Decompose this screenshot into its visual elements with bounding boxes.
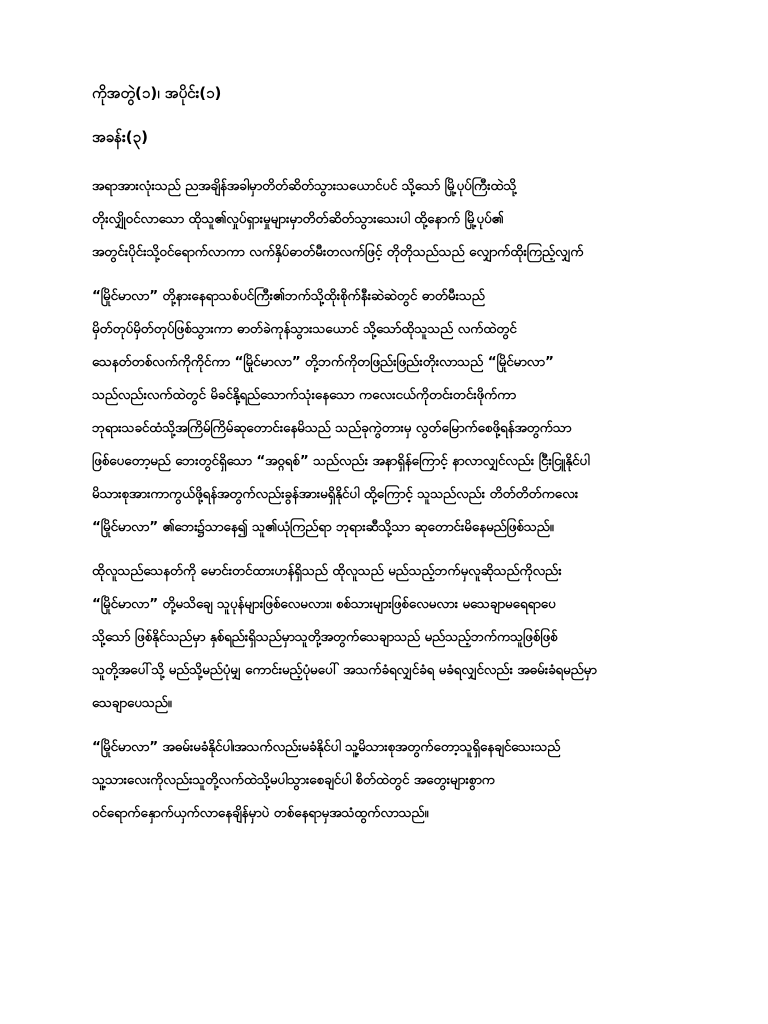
text-line: သေနတ်တစ်လက်ကိုကိုင်ကာ “မြိုင်မာလာ” တို့ဘက်ကိုတဖြည်းဖြည်းတိုးလာသည် “မြိုင်မာလာ” <box>92 354 554 370</box>
text-line: တိုးလျှိုဝင်လာသော ထိုသူ၏လှုပ်ရှားမှုများမှာတိတ်ဆိတ်သွားသေးပါ ထို့နောက် မြို့ပုပ်၏ <box>92 211 504 227</box>
text-line: အရာအားလုံးသည် ညအချိန်အခါမှာတိတ်ဆိတ်သွားသယောင်ပင် သို့သော် မြို့ပုပ်ကြီးထဲသို့ <box>92 178 517 194</box>
text-line: ဘုရားသခင်ထံသို့အကြိမ်ကြိမ်ဆုတောင်းနေမိသည် သည်ခုကွဲတားမှ လွတ်မြောက်စေဖို့ရန်အတွက်သာ <box>92 420 572 436</box>
text-line: သည်လည်းလက်ထဲတွင် မိခင်နို့ရည်သောက်သုံးနေသော ကလေးငယ်ကိုတင်းတင်းဖိုက်ကာ <box>92 387 516 403</box>
text-line: “မြိုင်မာလာ” တို့မသိချေ သူပုန်များဖြစ်လေမလား၊ စစ်သားများဖြစ်လေမလား မသေချာမရေရာပေ <box>92 596 556 612</box>
text-line: သူ့သားလေးကိုလည်းသူတို့လက်ထဲသို့မပါသွားစေချင်ပါ စိတ်ထဲတွင် အတွေးများစွာက <box>92 772 495 788</box>
paragraph-2 <box>92 280 682 544</box>
text-line: “မြိုင်မာလာ” အဓမ်းမခံနိုင်ပါ၊အသက်လည်းမခံနိုင်ပါ သူ့မိသားစုအတွက်တော့သူရှိနေချင်သေးသည် <box>92 739 561 755</box>
paragraph-1 <box>92 170 682 269</box>
text-line: “မြိုင်မာလာ” တို့နားနေရာသစ်ပင်ကြီး၏ဘက်သို့ထိုးစိုက်နီးဆဲဆဲတွင် ဓာတ်မီးသည် <box>92 288 485 304</box>
text-line: ဖြစ်ပေတော့မည် ဘေးတွင်ရှိသော “အဝ္ဂရစ်” သည်လည်း အနာရှိန်ကြောင့် နာလာလျှင်လည်း ငြီးငြူနိုင်ပါ <box>92 453 590 469</box>
text-line: မိသားစုအားကာကွယ်ဖို့ရန်အတွက်လည်းခွန်အားမရှိနိုင်ပါ ထို့ကြောင့် သူသည်လည်း တိတ်တိတ်ကလေး <box>92 486 579 502</box>
text-line: ထိုလူသည်သေနတ်ကို မောင်းတင်ထားဟန်ရှိသည် ထိုလူသည် မည်သည့်ဘက်မှလူဆိုသည်ကိုလည်း <box>92 563 562 579</box>
text-line: ဝင်ရောက်နှောက်ယှက်လာနေချိန်မှာပဲ တစ်နေရာမှအသံထွက်လာသည်။ <box>92 805 429 821</box>
paragraph-4 <box>92 731 682 830</box>
episode-heading: အခန်း(၃) <box>92 128 148 146</box>
text-line: အတွင်းပိုင်းသို့ဝင်ရောက်လာကာ လက်နှိပ်ဓာတ်မီးတလက်ဖြင့် တိုတိုသည်သည် လျှောက်ထိုးကြည့်လျှက် <box>92 244 584 260</box>
text-line: မှိတ်တုပ်မှိတ်တုပ်ဖြစ်သွားကာ ဓာတ်ခဲကုန်သွားသယောင် သို့သော်ထိုသူသည် လက်ထဲတွင် <box>92 321 517 337</box>
text-line: သေချာပေသည်။ <box>92 695 172 711</box>
text-line: သို့သော် ဖြစ်နိုင်သည်မှာ နှစ်ရည်းရှိသည်မှာသူတို့အတွက်သေချာသည် မည်သည့်ဘက်ကသူဖြစ်ဖြစ် <box>92 629 558 645</box>
text-line: သူတို့အပေါ်သို့ မည်သို့မည်ပုံမျှ ကောင်းမည့်ပုံမပေါ် အသက်ခံရလျှင်ခံရ မခံရလျှင်လည်း အဓမ်းခံရမည်မှာ <box>92 662 597 678</box>
paragraph-3 <box>92 555 682 720</box>
chapter-heading: ကိုအတွဲ(၁)၊ အပိုင်း(၁) <box>92 84 222 102</box>
text-line: “မြိုင်မာလာ” ၏ဘေး၌သာနေ၍ သူ၏ယုံကြည်ရာ ဘုရားဆီသို့သာ ဆုတောင်းမိနေမည်ဖြစ်သည်။ <box>92 519 554 535</box>
